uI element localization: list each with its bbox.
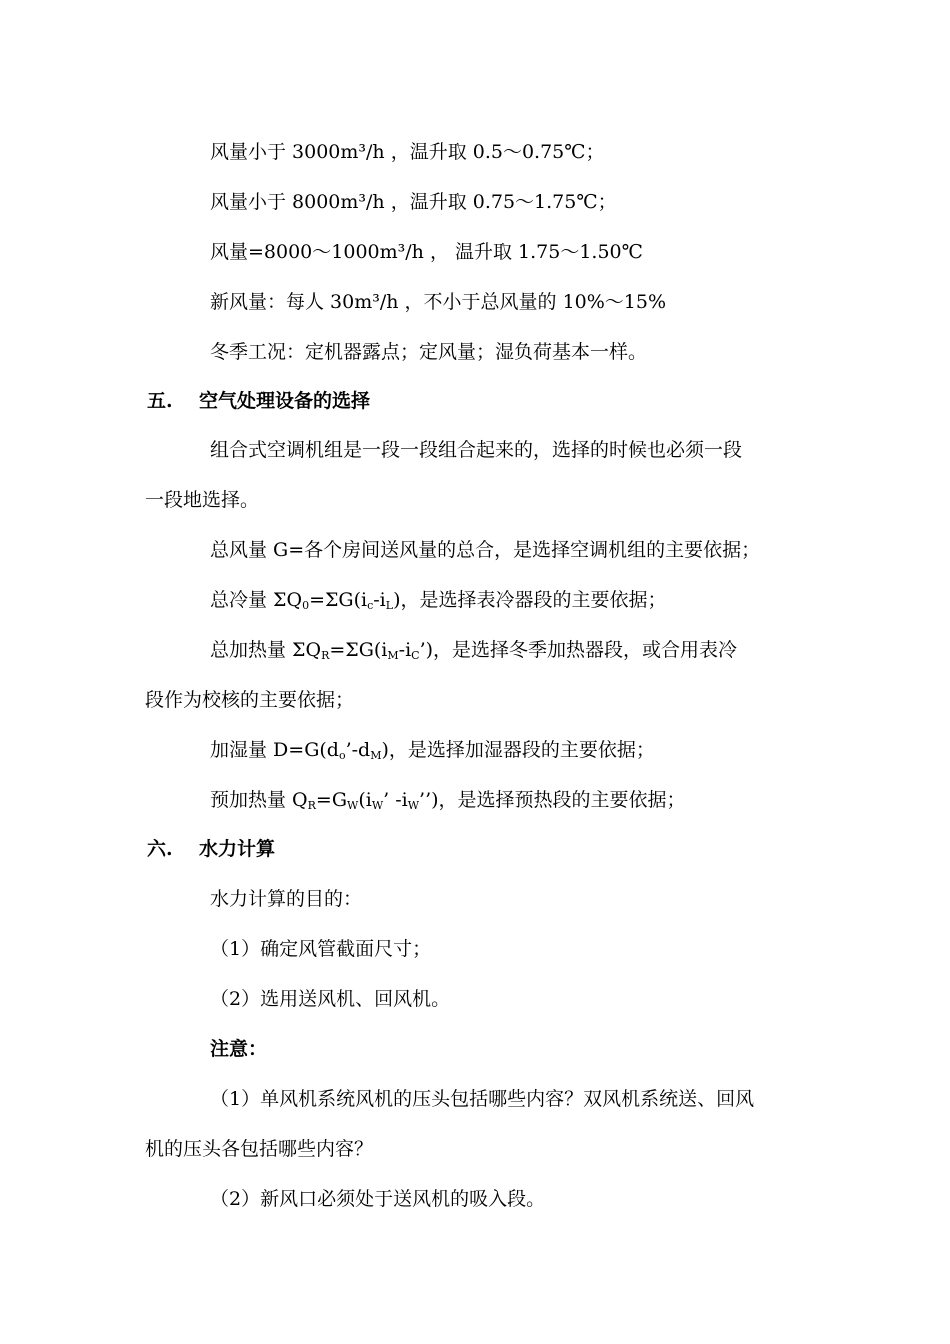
section-6-number: 六. <box>147 838 173 860</box>
section-5-heading <box>147 388 370 414</box>
preheating-line: 预加热量 $Q_R=G_W(i_W$’ $-i_W$’’)，是选择预热段的主要依据； <box>210 789 686 812</box>
purpose-item-2: （2）选用送风机、回风机。 <box>210 988 451 1010</box>
hydraulic-purpose-line: 水力计算的目的： <box>210 888 363 910</box>
section-5-title: 空气处理设备的选择 <box>199 390 371 412</box>
note-1-line-1: （1）单风机系统风机的压头包括哪些内容？双风机系统送、回风 <box>210 1088 755 1110</box>
total-heating-line-1: 总加热量 $\Sigma Q_R=\Sigma G(i_M-i_C’)$，是选择冬季加热器段，或合用表冷 <box>210 639 738 662</box>
section-5-number: 五. <box>147 390 173 412</box>
winter-condition-line: 冬季工况：定机器露点；定风量；湿负荷基本一样。 <box>210 341 648 363</box>
section-5-para-line-1: 组合式空调机组是一段一段组合起来的，选择的时候也必须一段 <box>210 439 743 461</box>
section-6-heading <box>147 836 275 862</box>
total-air-line: 总风量 G=各个房间送风量的总合，是选择空调机组的主要依据； <box>210 539 761 561</box>
section-6-title: 水力计算 <box>199 838 276 860</box>
note-2-line: （2）新风口必须处于送风机的吸入段。 <box>210 1188 546 1210</box>
section-5-para-line-2: 一段地选择。 <box>145 489 260 511</box>
humidification-line: 加湿量 $D=G(d_o’-d_M)$，是选择加湿器段的主要依据； <box>210 739 655 762</box>
air-rate-line-1: 风量小于 3000m³/h ，温升取 0.5～0.75℃； <box>210 141 605 163</box>
note-label: 注意： <box>210 1038 268 1060</box>
total-heating-line-2: 段作为校核的主要依据； <box>145 689 355 711</box>
note-1-line-2: 机的压头各包括哪些内容？ <box>145 1138 374 1160</box>
air-rate-line-2: 风量小于 8000m³/h ，温升取 0.75～1.75℃； <box>210 191 617 213</box>
purpose-item-1: （1）确定风管截面尺寸； <box>210 938 432 960</box>
fresh-air-line: 新风量：每人 30m³/h ，不小于总风量的 10%～15% <box>210 291 667 313</box>
air-rate-line-3: 风量=8000～1000m³/h ， 温升取 1.75～1.50℃ <box>210 241 643 263</box>
total-cooling-line: 总冷量 $\Sigma Q_0=\Sigma G(i_c-i_L)$，是选择表冷器段的主要依据； <box>210 589 667 612</box>
